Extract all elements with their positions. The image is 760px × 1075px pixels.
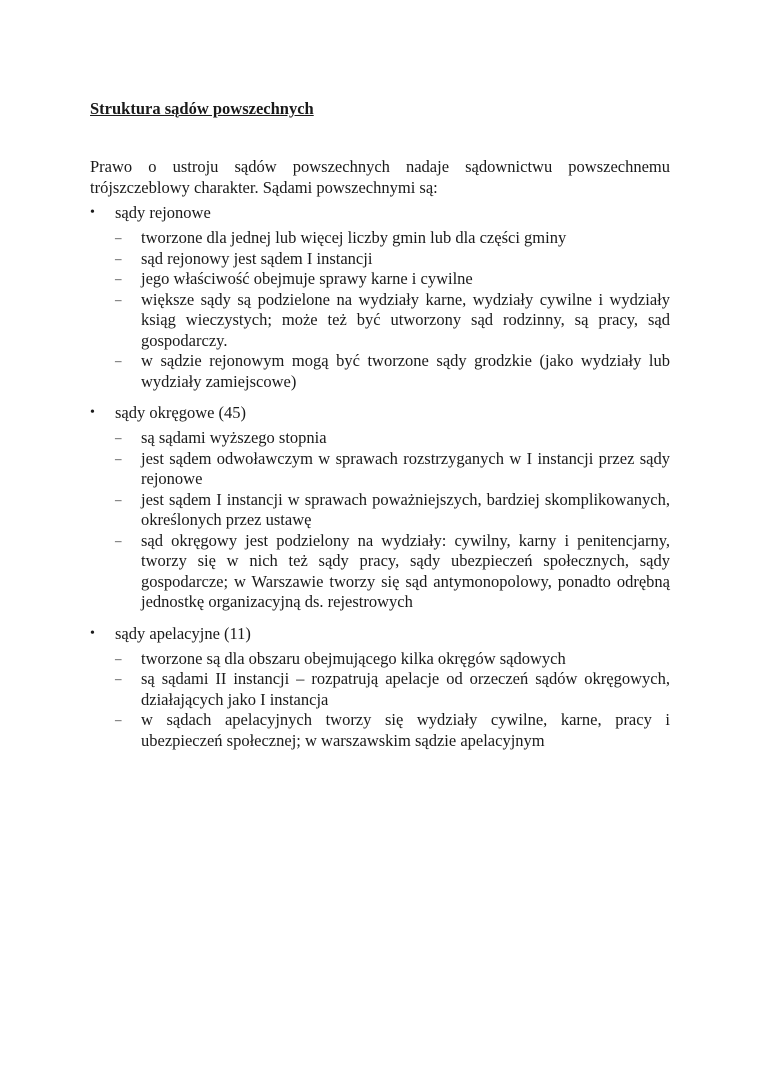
bullet-icon: • [90,405,95,420]
list-item [90,428,670,449]
list-item [90,269,670,290]
list-item-text: sąd rejonowy jest sądem I instancji [141,248,373,268]
section-heading [90,623,670,644]
list-item-text: sąd okręgowy jest podzielony na wydziały: cywilny, karny i penitencjarny, tworzy się w nich też sądy pracy, sądy ubezpieczeń społecznych, sądy gospodarcze; w Warszawie tworzy się sąd antymonopolowy, ponadto odrębną jednostkę organizacyjną ds. rejestrowych [141,530,670,611]
dash-icon: – [115,491,122,507]
section-heading-text: sądy rejonowe [115,203,211,222]
list-item-text: jest sądem odwoławczym w sprawach rozstrzyganych w I instancji przez sądy rejonowe [141,448,670,488]
dash-icon: – [115,353,122,368]
section-heading-text: sądy okręgowe (45) [115,403,247,422]
sub-list [90,428,670,613]
list-item-text: tworzone dla jednej lub więcej liczby gmin lub dla części gminy [141,228,567,247]
list-item [90,290,670,352]
section-sady-rejonowe [90,202,670,392]
section-heading-text: sądy apelacyjne (11) [115,623,251,643]
sub-list [90,228,670,392]
list-item [90,531,670,613]
list-item [90,669,670,710]
document-title: Struktura sądów powszechnych [90,99,314,118]
list-item-text: tworzone są dla obszaru obejmującego kilka okręgów sądowych [141,648,566,668]
section-heading [90,402,670,423]
list-item [90,649,670,670]
dash-icon: – [115,230,122,245]
list-item-text: są sądami II instancji – rozpatrują apelacje od orzeczeń sądów okręgowych, działających jako I instancja [141,669,670,709]
dash-icon: – [115,450,122,466]
section-sady-okregowe [90,402,670,613]
dash-icon: – [115,671,122,686]
list-item [90,710,670,751]
list-item-text: jest sądem I instancji w sprawach poważniejszych, bardziej skomplikowanych, określonych przez ustawę [141,489,670,529]
list-item-text: w sądzie rejonowym mogą być tworzone sądy grodzkie (jako wydziały lub wydziały zamiejscowe) [141,351,670,391]
dash-icon: – [115,291,122,307]
sub-list [90,649,670,752]
list-item [90,249,670,270]
list-item-text: są sądami wyższego stopnia [141,428,327,447]
list-item [90,351,670,392]
document-page [90,98,670,761]
list-item [90,228,670,249]
dash-icon: – [115,532,122,548]
bullet-icon: • [90,205,95,220]
list-item-text: większe sądy są podzielone na wydziały karne, wydziały cywilne i wydziały ksiąg wieczystych; może też być utworzony sąd rodzinny, są pracy, sąd gospodarczy. [141,289,670,350]
dash-icon: – [115,250,122,266]
dash-icon: – [115,430,122,445]
intro-paragraph: Prawo o ustroju sądów powszechnych nadaje sądownictwu powszechnemu trójszczeblowy charakter. Sądami powszechnymi są: [90,157,670,197]
list-item-text: w sądach apelacyjnych tworzy się wydziały cywilne, karne, pracy i ubezpieczeń społecznej; w warszawskim sądzie apelacyjnym [141,710,670,750]
list-item [90,490,670,531]
dash-icon: – [115,712,122,727]
list-item-text: jego właściwość obejmuje sprawy karne i cywilne [141,269,473,288]
dash-icon: – [115,650,122,666]
section-heading [90,202,670,223]
dash-icon: – [115,271,122,286]
list-item [90,449,670,490]
section-sady-apelacyjne [90,623,670,752]
bullet-icon: • [90,625,95,641]
